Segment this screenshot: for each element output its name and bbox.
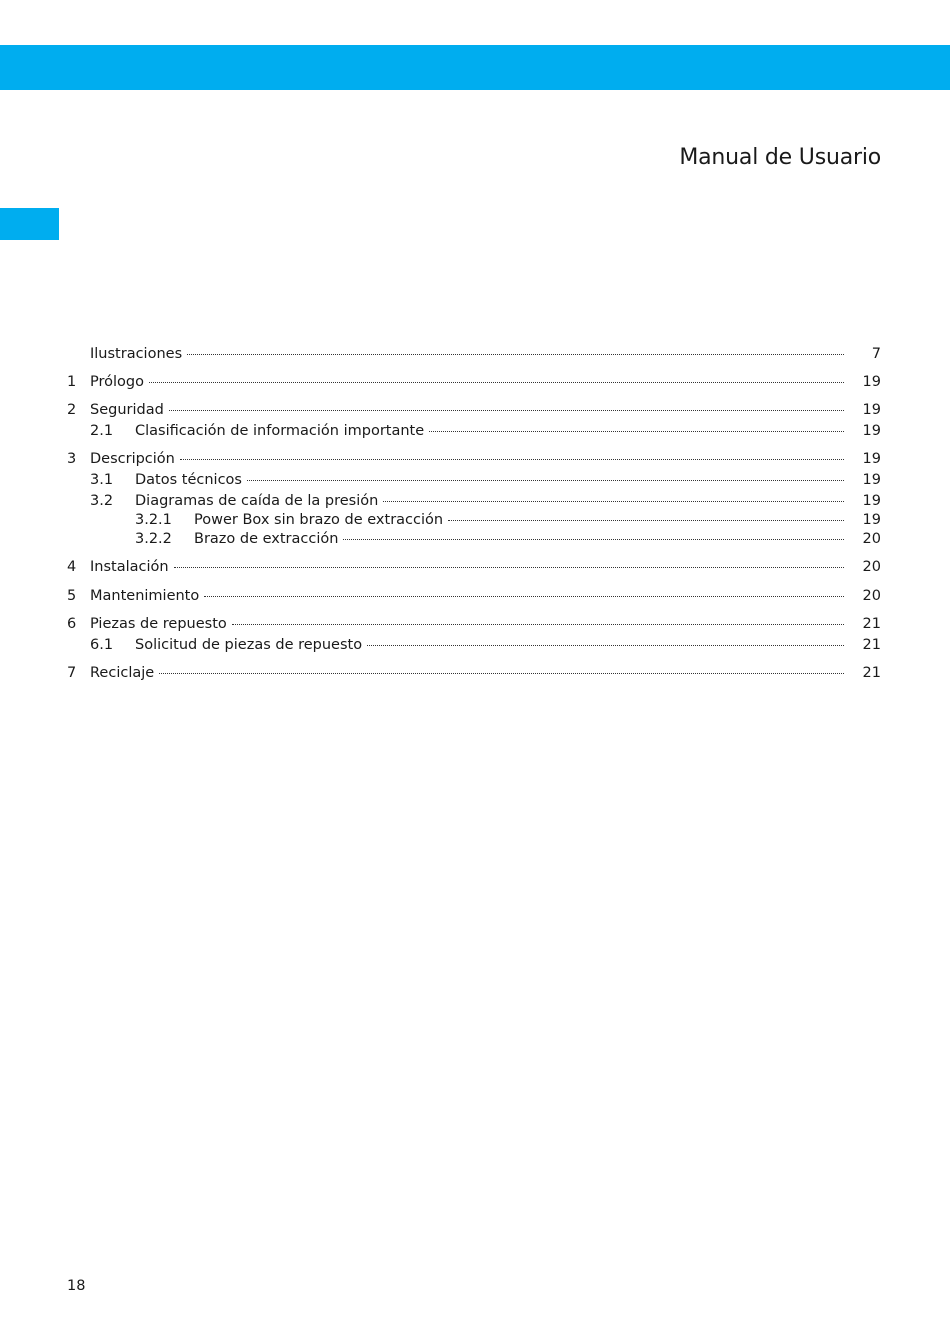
toc-entry-page: 19 (862, 512, 881, 528)
toc-entry-page: 19 (862, 472, 881, 488)
toc-entry-page: 19 (862, 493, 881, 509)
toc-entry-page: 19 (862, 423, 881, 439)
toc-entry-number: 6.1 (90, 637, 114, 653)
toc-entry-label: Instalación (90, 559, 169, 575)
toc-entry-number: 3 (67, 451, 77, 467)
toc-entry[interactable] (0, 614, 950, 634)
toc-entry-label: Brazo de extracción (194, 531, 339, 547)
toc-entry-label: Power Box sin brazo de extracción (194, 512, 444, 528)
toc-entry-label: Mantenimiento (90, 588, 200, 604)
toc-leader-dots (149, 381, 844, 383)
toc-entry-number: 5 (67, 588, 77, 604)
toc-entry-number: 4 (67, 559, 77, 575)
toc-entry-number: 3.2.1 (135, 512, 172, 528)
toc-entry[interactable] (0, 372, 950, 392)
toc-entry-label: Reciclaje (90, 665, 155, 681)
toc-entry[interactable] (0, 491, 950, 511)
toc-entry-label: Datos técnicos (135, 472, 242, 488)
toc-entry[interactable] (0, 421, 950, 441)
toc-leader-dots (448, 519, 844, 521)
toc-entry[interactable] (0, 557, 950, 577)
toc-entry-page: 21 (862, 637, 881, 653)
toc-leader-dots (367, 644, 844, 646)
toc-entry[interactable] (0, 510, 950, 530)
toc-entry-page: 19 (862, 374, 881, 390)
toc-entry-label: Clasificación de información importante (135, 423, 425, 439)
toc-entry-label: Descripción (90, 451, 175, 467)
toc-entry-page: 7 (871, 346, 881, 362)
toc-entry-label: Piezas de repuesto (90, 616, 227, 632)
toc-entry-label: Diagramas de caída de la presión (135, 493, 379, 509)
toc-entry-number: 3.1 (90, 472, 114, 488)
toc-entry-page: 19 (862, 402, 881, 418)
toc-entry-number: 1 (67, 374, 77, 390)
toc-entry-label: Seguridad (90, 402, 164, 418)
toc-entry[interactable] (0, 400, 950, 420)
toc-entry-page: 20 (862, 588, 881, 604)
toc-entry-number: 7 (67, 665, 77, 681)
toc-leader-dots (383, 500, 844, 502)
toc-entry[interactable] (0, 586, 950, 606)
toc-entry-label: Ilustraciones (90, 346, 183, 362)
toc-entry-number: 6 (67, 616, 77, 632)
toc-leader-dots (429, 430, 844, 432)
toc-entry-page: 21 (862, 665, 881, 681)
toc-entry-number: 3.2.2 (135, 531, 172, 547)
toc-entry[interactable] (0, 663, 950, 683)
toc-entry[interactable] (0, 470, 950, 490)
toc-leader-dots (232, 623, 844, 625)
toc-leader-dots (187, 353, 844, 355)
toc-entry-number: 3.2 (90, 493, 114, 509)
toc-entry-label: Prólogo (90, 374, 144, 390)
toc-leader-dots (180, 458, 844, 460)
toc-entry[interactable] (0, 529, 950, 549)
toc-entry-page: 19 (862, 451, 881, 467)
toc-entry-number: 2.1 (90, 423, 114, 439)
toc-entry-page: 21 (862, 616, 881, 632)
toc-leader-dots (343, 538, 844, 540)
toc-leader-dots (169, 409, 844, 411)
toc-entry[interactable] (0, 344, 950, 364)
toc-entry-label: Solicitud de piezas de repuesto (135, 637, 363, 653)
toc-leader-dots (247, 479, 844, 481)
toc-entry[interactable] (0, 449, 950, 469)
toc-leader-dots (174, 566, 844, 568)
toc-leader-dots (159, 672, 844, 674)
document-title: Manual de Usuario (679, 145, 881, 170)
toc-leader-dots (204, 595, 844, 597)
toc-entry-page: 20 (862, 559, 881, 575)
toc-entry-page: 20 (862, 531, 881, 547)
toc-entry-number: 2 (67, 402, 77, 418)
page-number: 18 (67, 1278, 86, 1294)
toc-entry[interactable] (0, 635, 950, 655)
